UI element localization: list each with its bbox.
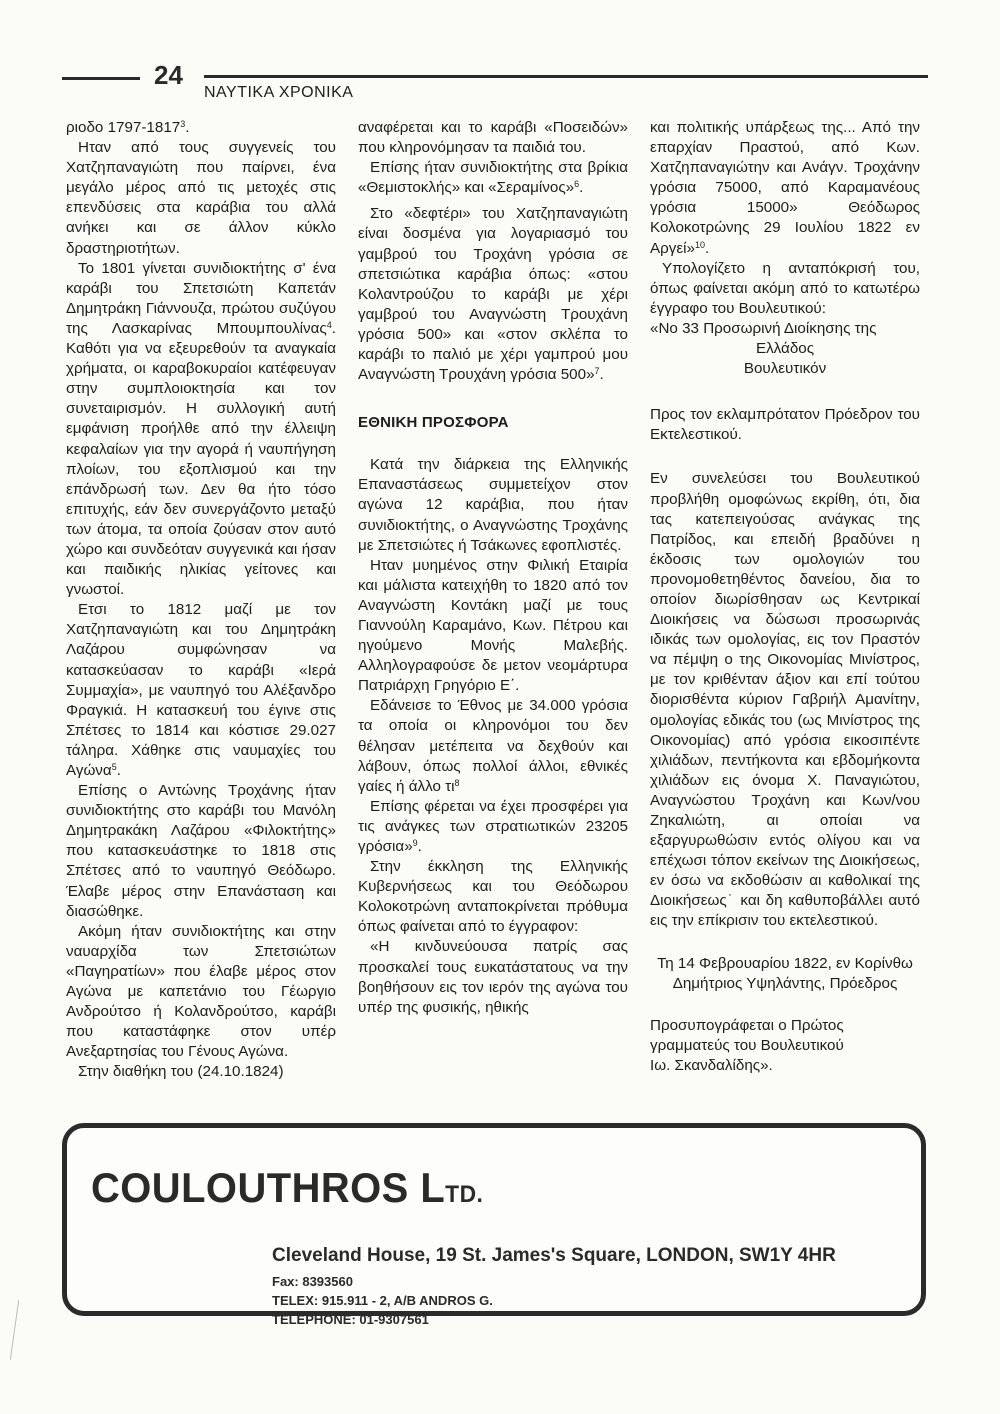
countersign-name: Ιω. Σκανδαλίδης». xyxy=(650,1056,773,1074)
fax-number: Fax: 8393560 xyxy=(272,1274,353,1289)
telephone-number: TELEPHONE: 01-9307561 xyxy=(272,1312,429,1327)
addressee: Προς τον εκλαμπρότατον Πρόεδρον του Εκτελεστικού. xyxy=(650,406,920,444)
paragraph: Ακόμη ήταν συνιδιοκτήτης και στην ναυαρχίδα των Σπετσιώτων «Παγηρατίων» που έλαβε μέρος στον Αγώνα με καπετάνιο του Γέωργιο Ανδρούτσο ή Κολανδρούτσο, καράβι που καταστάφηκε στον υπέρ Ανεξαρτησίας του Γένους Αγώνα. xyxy=(66,922,336,1061)
page-header xyxy=(62,60,928,106)
paragraph: Επίσης ο Αντώνης Τροχάνης ήταν συνιδιοκτήτης στο καράβι του Μανόλη Δημητρακάκη Λαζάρου «Φιλοκτήτης» που κατασκευάστηκε το 1818 στις Σπέτσες από το ναυπηγό Θεόδωρο. Έλαβε μέρος στην Επανάσταση και διασώθηκε. xyxy=(66,782,336,920)
countersign: Προσυπογράφεται ο Πρώτος γραμματεύς του Βουλευτικού xyxy=(650,1016,844,1054)
paragraph: Επίσης ήταν συνιδιοκτήτης στα βρίκια «Θεμιστοκλής» και «Σεραμίνος»$^6$. xyxy=(358,159,628,197)
company-name: COULOUTHROS LTD. xyxy=(91,1164,484,1211)
paragraph: αναφέρεται και το καράβι «Ποσειδών» που κληρονόμησαν τα παιδιά του. xyxy=(358,119,628,157)
company-address: Cleveland House, 19 St. James's Square, LONDON, SW1Y 4HR xyxy=(272,1245,836,1266)
paragraph: Στην διαθήκη του (24.10.1824) xyxy=(78,1063,284,1081)
scan-margin-mark xyxy=(10,1300,19,1360)
paragraph: Ετσι το 1812 μαζί με τον Χατζηπαναγιώτη και του Δημητράκη Λαζάρου συμφώνησαν να κατασκεύασαν το καράβι «Ιερά Συμμαχία», με ναυπηγό του Αλέξανδρο Φραγκιά. Η κατασκευή του έγινε στις Σπέτσες το 1814 και κόστισε 29.027 τάληρα. Χάθηκε στις ναυμαχίες του Αγώνα$^5$. xyxy=(66,601,336,779)
paragraph: Στην έκκληση της Ελληνικής Κυβερνήσεως και του Θεόδωρου Κολοκοτρώνη ανταποκρίνεται πρόθυμα όπως φαίνεται από το έγγραφον: xyxy=(358,858,628,936)
paragraph: Το 1801 γίνεται συνιδιοκτήτης σ' ένα καράβι του Σπετσιώτη Καπετάν Δημητράκη Γιάννουζα, πρώτου συζύγου της Λασκαρίνας Μπουμπουλίνας$^4$. Καθότι για να εξευρεθούν τα αναγκαία χρήματα, οι καραβοκυραίοι κατέφευγαν στην συμπλοιοκτησία και τον συνεταιρισμόν. Η συλλογική αυτή εμφάνιση προήλθε από την έλλειψη κεφαλαίων για την αγορά ή ναυπήγηση πλοίων, του εξοπλισμού και την επάνδρωσή των. Δεν θα ήτο τόσο επιτυχής, εάν δεν συνεργάζοντο μεταξύ των άτομα, τα οποία ζούσαν στον αυτό χώρο και συνδεόταν συγγενικά και ήσαν και παιδικής ηλικίας γείτονες και γνωστοί. xyxy=(66,259,336,599)
section-heading: ΕΘΝΙΚΗ ΠΡΟΣΦΟΡΑ xyxy=(358,414,509,432)
paragraph: «Η κινδυνεύουσα πατρίς σας προσκαλεί τους ευκατάστατους να την βοηθήσουν εις τον ιερόν της αγώνα του υπέρ της φυσικής, ηθικής xyxy=(358,938,628,1016)
document-body: Εν συνελεύσει του Βουλευτικού προβλήθη ομοφώνως εκρίθη, ότι, δια τας κατεπειγούσας ανάγκας της Πατρίδος, και επειδή βραδύνει η έκδοσις των ομολογιών του προνομοθετηθέντος δανείου, δια το οποίον διωρίσθησαν ως Κεντρικαί Διοικήσεις να δώσωσι προσωρινάς ιδικάς των ομολογίας, εις τον Πραστόν να πέμψη ο της Οικονομίας Μινίστρος, με τον κριθένταν άξιον και επί τούτου διορισθέντα κύριον Γαβριήλ Αμανίτην, ομολογίας εδικάς του (ως Μινίστρος της Οικονομίας) από γρόσια εικοσιπέντε χιλιάδων, πεντήκοντα και εβδομήκοντα χιλιάδων εις όνομα Χ. Παναγιώτου, Αναγνώστου Τροχάνη και Κων/νου Ζηκαλιώτη, αι οποίαι να εξαργυρωθώσιν εντός ολίγου και να επέχωσι τόπον εκείνων της Διοικήσεως, εν όσω να εκδοθώσιν αι καθολικαί της Διοικήσεως˙ και δη καθυποβάλλει αυτό εις την επίκρισιν του εκτελεστικού. xyxy=(650,470,920,930)
magazine-title: ΝΑΥΤΙΚΑ ΧΡΟΝΙΚΑ xyxy=(204,84,354,101)
article-column-2 xyxy=(358,118,628,1018)
paragraph: και πολιτικής υπάρξεως της... Από την επαρχίαν Πραστού, από Κων. Χατζηπαναγιώτην και Ανάγν. Τροχάνην γρόσια 75000, από Καραμανέους γρόσια 15000» Θεόδωρος Κολοκοτρώνης 29 Ιουλίου 1822 εν Αργεί»$^{10}$. xyxy=(650,119,920,257)
date-line: Τη 14 Φεβρουαρίου 1822, εν Κορίνθω xyxy=(657,954,913,972)
article-column-3 xyxy=(650,118,920,1076)
paragraph: Εδάνεισε το Έθνος με 34.000 γρόσια τα οποία οι κληρονόμοι του δεν θέλησαν μετέπειτα να δεχθούν και λάβουν, όπως πολλοί άλλοι, εθνικές γαίες ή άλλο $\tau\iota^8$ xyxy=(358,697,628,795)
document-heading-line: «Νο 33 Προσωρινή Διοίκησης της xyxy=(650,319,877,337)
signatory: Δημήτριος Υψηλάντης, Πρόεδρος xyxy=(672,974,898,992)
page-number: 24 xyxy=(154,60,183,90)
paragraph: Επίσης φέρεται να έχει προσφέρει για τις ανάγκες των στρατιωτικών 23205 γρόσια»$^9$. xyxy=(358,797,628,855)
paragraph: Στο «δεφτέρι» του Χατζηπαναγιώτη είναι δοσμένα για λογαριασμό του γαμβρού του Τροχάνη γρόσια σε σπετσιώτικα καράβια όπως: «στου Κολαντρούζου το καράβι με χέρι γαμβρού του Αναγνώστη Τρουχάνη γρόσια 500» και «στον σκλέπα το καράβι το παλιό με χέρι γαμπρού μου Αναγνώστη Τρουχάνη γρόσια 500»$^7$. xyxy=(358,205,628,384)
document-heading-line: Βουλευτικόν xyxy=(743,360,827,378)
document-heading-line: Ελλάδος xyxy=(755,340,815,358)
paragraph: Ηταν μυημένος στην Φιλική Εταιρία και μάλιστα κατειχήθη το 1820 από τον Αναγνώστη Κοντάκη μαζί με τους Γιαννούλη Καραμάνο, Κων. Πέτρου και ηγούμενο Μονής Μαλεβής. Αλληλογραφούσε δε μετον νεομάρτυρα Πατριάρχη Γρηγόριο Ε΄. xyxy=(358,556,628,695)
header-rule-right xyxy=(204,75,928,78)
paragraph: ριοδο 1797-1817$^3$. xyxy=(66,119,190,136)
paragraph: Ηταν από τους συγγενείς του Χατζηπαναγιώτη που παίρνει, ένα μεγάλο μέρος από τις μετοχές στις επενδύσεις στα καράβια του αλλά ανήκει και σε άλλον κύκλο δραστηριοτήτων. xyxy=(66,139,336,257)
telex-number: TELEX: 915.911 - 2, A/B ANDROS G. xyxy=(272,1293,493,1308)
paragraph: Υπολογίζετο η ανταπόκρισή του, όπως φαίνεται ακόμη από το κατωτέρω έγγραφο του Βουλευτικού: xyxy=(650,259,920,317)
article-column-1 xyxy=(66,118,336,1083)
paragraph: Κατά την διάρκεια της Ελληνικής Επαναστάσεως συμμετείχον στον αγώνα 12 καράβια, που ήταν συνιδιοκτήτης, ο Αναγνώστης Τροχάνης με Σπετσιώτες ή Τσάκωνες εφοπλιστές. xyxy=(358,456,628,554)
advertisement-box xyxy=(62,1123,926,1327)
header-rule-left xyxy=(62,77,140,80)
